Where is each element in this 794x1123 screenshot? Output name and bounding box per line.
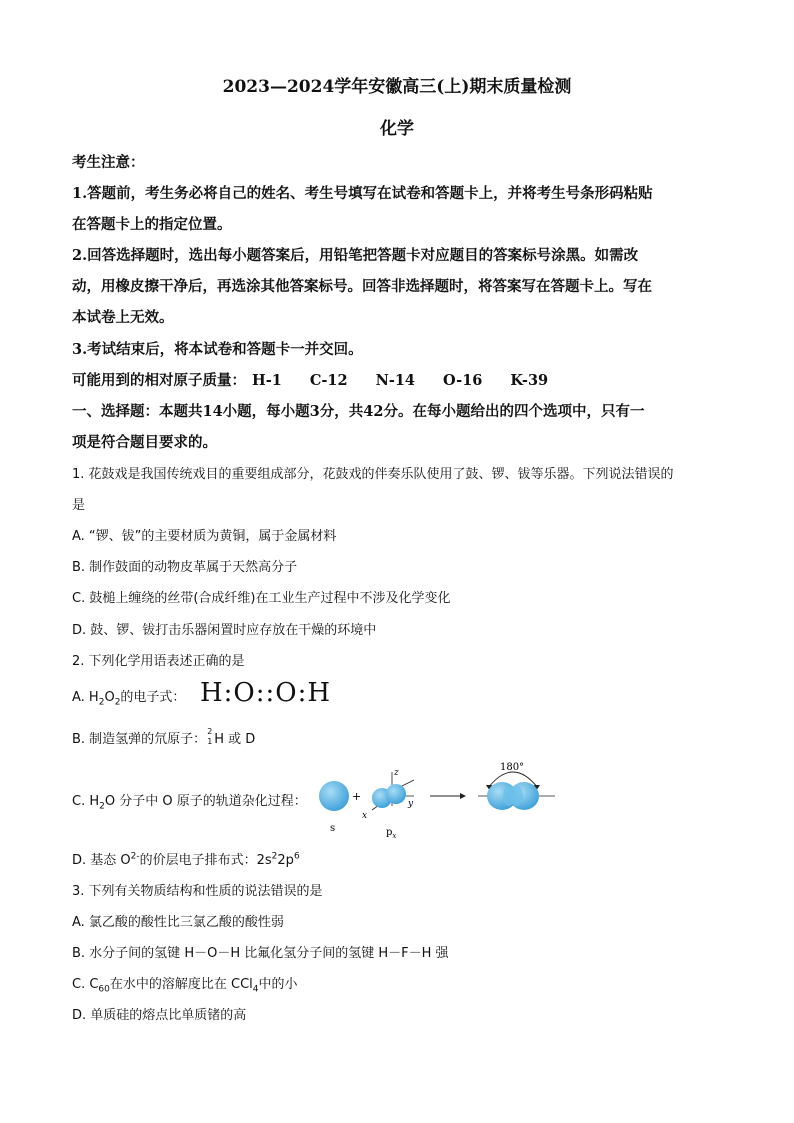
s-label: s: [330, 823, 336, 834]
q2-option-d: D. 基态 $O^{2-}$的价层电子排布式：$2s^22p^6$: [72, 851, 300, 868]
plus-sign: +: [352, 790, 362, 803]
q2-electron-formula: H:O::O:H: [200, 678, 332, 708]
atomic-mass-line: [72, 369, 576, 390]
q2-option-a: A. $H_2O_2$的电子式：: [72, 690, 186, 708]
q3-stem: 3. 下列有关物质结构和性质的说法错误的是: [72, 884, 323, 899]
section1-line2: 项是符合题目要求的。: [72, 434, 217, 451]
q2-option-c: C. $H_2O$ 分子中 O 原子的轨道杂化过程：: [72, 794, 307, 812]
section1-line1: 一、选择题：本题共14小题，每小题3分，共42分。在每小题给出的四个选项中，只有一: [72, 403, 645, 420]
p-orbital-lobe-right: [386, 784, 406, 804]
q2-option-b: B. 制造氢弹的氘原子： 2 1 H 或 D: [72, 726, 256, 747]
sp-center-right: [511, 786, 523, 806]
angle-label: 180°: [500, 762, 525, 773]
atomic-mass-item: C-12: [309, 372, 348, 389]
atomic-mass-item: N-14: [375, 372, 416, 389]
q1-stem-2: 是: [72, 498, 86, 513]
q2-stem: 2. 下列化学用语表述正确的是: [72, 654, 245, 669]
x-label: x: [362, 811, 368, 821]
atomic-mass-item: O-16: [443, 372, 483, 389]
exam-subject: 化学: [380, 119, 414, 139]
hybridization-diagram: [310, 758, 570, 843]
q1-option-c: C. 鼓槌上缠绕的丝带(合成纤维)在工业生产过程中不涉及化学变化: [72, 591, 451, 606]
note-2c: 本试卷上无效。: [72, 309, 174, 326]
y-label: y: [408, 799, 414, 809]
atomic-mass-item: K-39: [510, 372, 549, 389]
exam-title: 2023—2024学年安徽高三(上)期末质量检测: [222, 77, 572, 97]
notes-heading: 考生注意：: [72, 154, 145, 171]
note-1b: 在答题卡上的指定位置。: [72, 216, 232, 233]
q3-option-a: A. 氯乙酸的酸性比三氯乙酸的酸性弱: [72, 915, 284, 930]
arrow-head: [460, 793, 466, 799]
note-2a: 2.回答选择题时，选出每小题答案后，用铅笔把答题卡对应题目的答案标号涂黑。如需改: [72, 247, 639, 264]
q1-option-d: D. 鼓、锣、钹打击乐器闲置时应存放在干燥的环境中: [72, 623, 377, 638]
z-label: z: [394, 768, 399, 778]
q3-option-c: C. $C_{60}$在水中的溶解度比在 CCl$_4$中的小: [72, 977, 298, 995]
p-label: $p_x$: [386, 827, 397, 840]
atomic-mass-item: H-1: [252, 372, 282, 389]
q1-option-a: A. “锣、钹”的主要材质为黄铜，属于金属材料: [72, 529, 337, 544]
note-3: 3.考试结束后，将本试卷和答题卡一并交回。: [72, 341, 363, 358]
isotope-notation: 2 1: [207, 726, 213, 746]
note-1a: 1.答题前，考生务必将自己的姓名、考生号填写在试卷和答题卡上，并将考生号条形码粘贴: [72, 185, 653, 202]
s-orbital: [319, 781, 349, 811]
q3-option-b: B. 水分子间的氢键 H－O－H 比氟化氢分子间的氢键 H－F－H 强: [72, 946, 449, 961]
q3-option-d: D. 单质硅的熔点比单质锗的高: [72, 1008, 247, 1023]
q1-option-b: B. 制作鼓面的动物皮革属于天然高分子: [72, 560, 298, 575]
atomic-mass-label: 可能用到的相对原子质量：: [72, 372, 246, 389]
note-2b: 动，用橡皮擦干净后，再选涂其他答案标号。回答非选择题时，将答案写在答题卡上。写在: [72, 278, 652, 295]
q1-stem-1: 1. 花鼓戏是我国传统戏目的重要组成部分，花鼓戏的伴奏乐队使用了鼓、锣、钹等乐器。下列说法错误的: [72, 467, 674, 482]
